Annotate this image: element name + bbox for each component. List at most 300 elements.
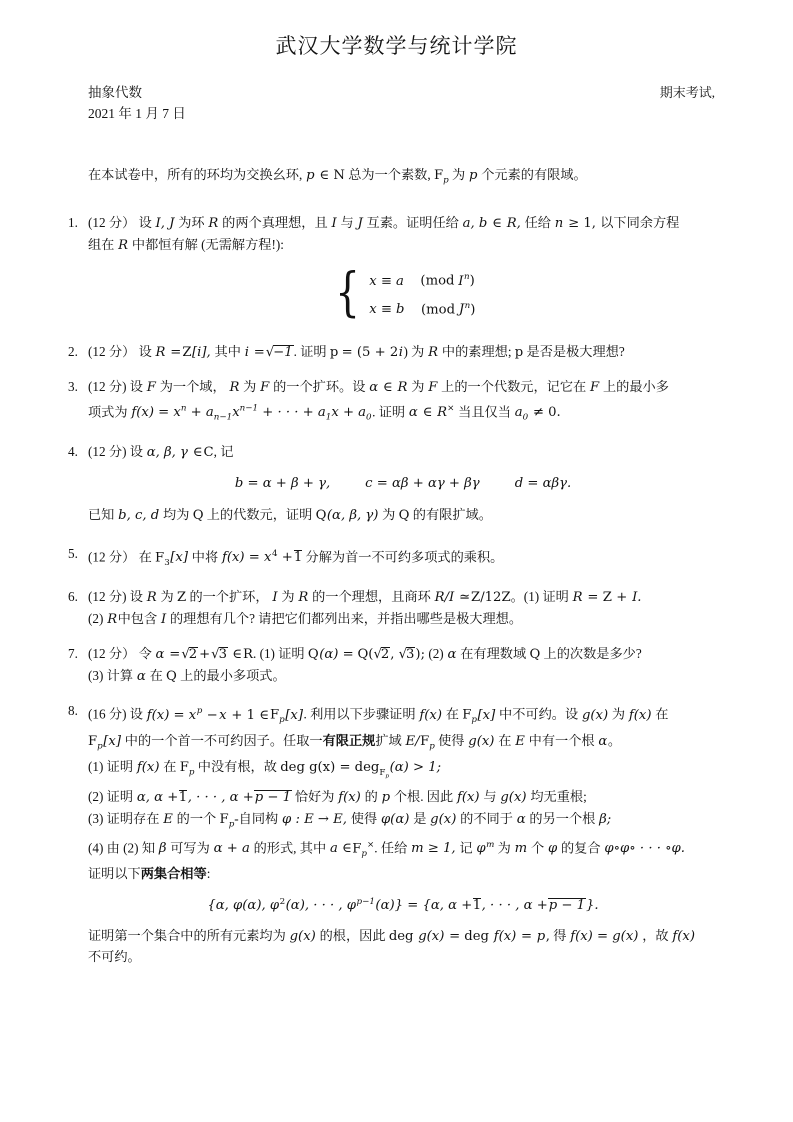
p8-s3-beta: β; [599, 811, 612, 827]
exam-body [68, 165, 718, 980]
p1-t2: 为环 [178, 215, 205, 231]
p1-eq2-exp: n [464, 300, 471, 311]
p8-t12: 中有一个根 [528, 733, 595, 749]
p3-t10: 当且仅当 [458, 404, 511, 420]
p8-emph-normal-ext: 有限正规 [322, 733, 376, 749]
p8-s4-phi: φ [547, 841, 558, 857]
left-brace-icon: { [334, 263, 360, 324]
p8-s1-deg: deg g(x) = deg [280, 760, 380, 776]
p2-p-ideal: p [329, 344, 339, 360]
p8-fx3: f(x) [628, 707, 652, 723]
p1-eq2-lhs: x ≡ b [369, 301, 405, 317]
p1-in: ∈ [492, 216, 502, 232]
problem-4-points: (12 分) [88, 444, 127, 460]
p8-s3-t1: (3) 证明存在 [88, 810, 160, 826]
p3-F3: F [428, 380, 438, 396]
p8-t8: 中的一个首一不可约因子。任取一 [124, 733, 323, 749]
p8-s2-pm1-bar: p − 1 [254, 790, 292, 806]
problem-number: 1. [68, 215, 78, 231]
preamble-paragraph [88, 165, 718, 191]
p1-eq2-ideal: J [458, 301, 465, 317]
p8-s4-t9: 证明以下 [88, 866, 141, 882]
p6-R2: R [298, 590, 309, 606]
p6-t6: 。(1) 证明 [510, 589, 569, 605]
p8-s4-alpha-a: α + a [213, 841, 250, 857]
sqrt-icon: √3 [211, 647, 227, 663]
p8-t11: 在 [498, 733, 512, 749]
p8-s4-Fp: F [352, 841, 362, 857]
problem-1 [68, 213, 718, 322]
p3-minpoly: $f(x) = x^n + a_{n-1}x^{n-1}$ + · · · + $a_1x + a_0$ [131, 403, 372, 423]
p6-R3: R [572, 590, 583, 606]
p8-s1-t4: (α) > 1; [389, 760, 442, 776]
p2-eq2: = [253, 344, 265, 360]
p8-alpha: α [598, 734, 608, 750]
p3-t2: 为一个域， [159, 379, 226, 395]
p8-s4-t8: 的复合 [560, 840, 601, 856]
p8-t10: 使得 [438, 733, 465, 749]
p8-s4-t10: : [206, 866, 211, 882]
p1-eq1-lhs: x ≡ a [369, 273, 404, 289]
p7-t7: 在 [149, 667, 163, 683]
problem-8-conclusion [88, 926, 718, 968]
p4-t7: 的有限扩域。 [412, 507, 492, 523]
p4-C: C [203, 445, 214, 461]
problem-6 [68, 587, 718, 630]
p8-t2: + 1 ∈ [231, 707, 269, 723]
p5-t3: 分解为首一不可约多项式的乘积。 [305, 549, 504, 565]
p1-ring: R [208, 216, 219, 232]
p8-c-t3: 得 [553, 927, 567, 943]
p3-alpha: α [369, 380, 379, 396]
p4-t5: 上的代数元，证明 [206, 507, 313, 523]
congruence-system [331, 265, 476, 322]
p7-Q2: Q [357, 647, 369, 663]
p8-c-t4: ，故 [642, 927, 669, 943]
p4-Qabg: (α, β, γ) [326, 508, 379, 524]
p3-in2: ∈ [422, 405, 433, 421]
p2-Zi: [i], [192, 344, 211, 360]
p4-t4: 均为 [163, 507, 190, 523]
p8-s3-phi: φ : E → E, [282, 811, 347, 827]
p8-s3-phialpha: φ(α) [380, 811, 410, 827]
p8-set-exp2: p−1 [356, 896, 375, 907]
p2-i2: i [398, 344, 403, 360]
p3-t3: 为 [243, 379, 257, 395]
p8-c-fx: f(x) [672, 928, 695, 944]
p2-t4: = (5 + 2 [341, 344, 399, 360]
congruence-row-1 [369, 265, 476, 293]
p6-Z4: Z [602, 590, 612, 606]
p8-set-lhs-b: (α), · · · , φ [285, 898, 357, 914]
p8-set-exp1: 2 [279, 896, 286, 907]
p7-t5: 上的次数是多少? [543, 646, 642, 662]
p6-iso: ≃ [458, 590, 471, 606]
p1-I: I [331, 216, 337, 232]
p8-ext: E/ [405, 734, 420, 750]
p8-set-rhs-b: , · · · , α + [481, 898, 548, 914]
p1-R3: R [118, 237, 129, 253]
problem-6-points: (12 分) [88, 589, 127, 605]
p8-s4-composition: φ∘φ∘ · · · ∘φ. [604, 841, 685, 857]
p2-radicand: −1 [273, 344, 293, 360]
problem-1-equation-system [88, 265, 718, 322]
p8-Fp2: F [462, 707, 472, 723]
p8-s4-t4: . 任给 [374, 840, 408, 856]
p7-Q3: Q [529, 647, 541, 663]
p8-Fp: F [270, 707, 280, 723]
problem-4-equations [88, 473, 718, 495]
p3-in: ∈ [382, 380, 393, 396]
p6-t4: 为 [281, 589, 295, 605]
p8-c-gx: g(x) [289, 928, 316, 944]
p8-s2-p: p [381, 790, 391, 806]
p8-minus: − [206, 707, 218, 723]
p8-s4-m: m ≥ 1, [411, 841, 456, 857]
p7-Qsqrts: (√2, √3); [368, 647, 426, 663]
symbol-Fp: F [433, 168, 444, 183]
p8-s3-t5: 是 [413, 810, 427, 826]
p1-eq1-ideal: I [458, 273, 464, 289]
p2-R2: R [428, 344, 439, 360]
p3-t1: 设 [129, 379, 143, 395]
p6-t7: (2) [88, 610, 104, 626]
p8-s1-t3: 中没有根，故 [197, 759, 277, 775]
p8-c-t2: 的根，因此 [319, 927, 386, 943]
p6-line2 [88, 609, 718, 631]
problem-number: 7. [68, 646, 78, 662]
p8-t9: 扩域 [375, 733, 402, 749]
p1-ideals: I, J [155, 216, 175, 232]
p5-F3: F [155, 550, 165, 566]
p1-t8: 组在 [88, 236, 115, 252]
p1-n: n [554, 216, 564, 232]
p3-t5: 为 [411, 379, 425, 395]
p8-line2: $F_p[x]$ 中的一个首一不可约因子。任取一有限正规扩域 $E/F_p$ 使得 g(x) 在 E 中有一个根 α。 [88, 733, 621, 752]
p8-s3-Fp: F [219, 811, 229, 827]
symbol-Fp-sub: p [443, 175, 449, 186]
p8-sub-4-line2 [88, 864, 718, 885]
p8-polyring: [x] [285, 707, 303, 723]
problem-6-text [88, 587, 718, 630]
problem-1-text [88, 213, 718, 256]
p3-fx: f(x) = x [131, 405, 181, 421]
problem-7-text [88, 644, 718, 687]
p8-c-deg: deg g(x) = deg f(x) = p, [388, 928, 550, 944]
p7-sqrt3: 3 [218, 647, 227, 663]
p7-alpha3: α [136, 668, 146, 684]
p7-t6: (3) 计算 [88, 667, 134, 683]
p8-t5: 中不可约。设 [499, 706, 579, 722]
p6-t5: 的一个理想，且商环 [312, 589, 431, 605]
p8-s2-fx: f(x) [338, 790, 361, 806]
sqrt-icon: √−1 [265, 344, 293, 360]
p6-R4: R [107, 611, 118, 627]
problem-5-text [88, 544, 718, 574]
problem-number: 5. [68, 545, 78, 561]
p8-s4-t1: (4) 由 (2) 知 [88, 840, 156, 856]
p8-s4-t3: 的形式, 其中 [253, 840, 327, 856]
p4-Q3: Q [398, 508, 410, 524]
p7-plus: + [199, 647, 211, 663]
p8-s4-t2: 可写为 [170, 840, 210, 856]
problem-7-points: (12 分） [88, 646, 136, 662]
p8-s3-E: E [163, 811, 173, 827]
problem-number: 4. [68, 444, 78, 460]
problem-number: 6. [68, 589, 78, 605]
p8-x: x [219, 707, 227, 723]
p8-s2-alpha: α, α + [136, 790, 179, 806]
p1-t6: 任给 [524, 215, 551, 231]
p8-t3: . 利用以下步骤证明 [303, 706, 416, 722]
p8-s3-alpha: α [516, 811, 526, 827]
p1-t1: 设 [138, 215, 152, 231]
p7-alpha: α [155, 647, 165, 663]
p8-s2-one-bar: 1 [178, 790, 188, 806]
p5-t1: 在 [138, 549, 152, 565]
p5-fx: f(x) = x [221, 550, 272, 566]
p8-s4-t6: 为 [497, 840, 511, 856]
p8-s2-t7: 均无重根; [530, 789, 587, 805]
problem-4 [68, 442, 718, 527]
p1-t9: 中都恒有解 (无需解方程!): [131, 236, 284, 252]
p6-t1: 设 [129, 589, 143, 605]
p8-c-t1: 证明第一个集合中的所有元素均为 [88, 927, 286, 943]
p4-eq-d: d = αβγ. [514, 475, 572, 491]
p8-c-fg: f(x) = g(x) [570, 928, 639, 944]
exam-meta-left [88, 82, 186, 124]
p7-line2 [88, 666, 718, 688]
p8-s3-t2: 的一个 [176, 810, 217, 826]
problem-3 [68, 377, 718, 428]
p3-t4: 的一个扩环。设 [273, 379, 366, 395]
p3-F2: F [260, 380, 270, 396]
p8-s2-t1: (2) 证明 [88, 789, 134, 805]
p1-eq1-mod: (mod [420, 273, 455, 289]
preamble-text-c: 总为一个素数, [348, 167, 431, 182]
p4-in: ∈ [192, 445, 203, 461]
p8-s2-t6: 与 [483, 789, 497, 805]
p8-s1-t1: (1) 证明 [88, 759, 134, 775]
p6-I2: I. [632, 590, 642, 606]
p3-alpha2: α [408, 405, 418, 421]
p8-gx2: g(x) [468, 734, 495, 750]
p8-s2-fx2: f(x) [456, 790, 480, 806]
p6-Z: Z [176, 590, 187, 606]
p3-t8: 项式为 [88, 404, 128, 420]
p8-sub-1: (1) 证明 f(x) 在 $F_p$ 中没有根，故 deg g(x) = deg$_{F_p}$(α) > 1; [88, 759, 442, 780]
p2-eq: = [170, 344, 182, 360]
p1-t5: 互素。证明任给 [366, 215, 459, 231]
p3-t9: . 证明 [372, 404, 406, 420]
p8-s4-phim: φ [476, 841, 486, 857]
p8-s2-t3: 恰好为 [294, 789, 335, 805]
p7-t2: . (1) 证明 [252, 646, 305, 662]
p8-s4-ain: a ∈ [329, 841, 352, 857]
symbol-naturals: N [333, 168, 345, 183]
problem-5 [68, 544, 718, 574]
exam-date: 2021 年 1 月 7 日 [88, 106, 186, 121]
problem-number: 8. [68, 703, 78, 719]
p6-Z3: Z [501, 590, 511, 606]
p8-s1-Fp: F [179, 760, 189, 776]
p6-Z12: /12 [480, 590, 502, 606]
p5-F3-sub: 3 [164, 557, 170, 568]
p8-Fp3: F [88, 734, 98, 750]
problem-4-line2 [88, 505, 718, 527]
p4-t2: , 记 [213, 444, 234, 460]
p2-Z: Z [182, 344, 192, 360]
p8-s4-t7: 个 [530, 840, 545, 856]
p2-t2: 其中 [214, 343, 241, 359]
p4-Q: Q [192, 508, 204, 524]
problem-8-set-equality [88, 892, 718, 917]
p6-I: I [272, 590, 278, 606]
p2-t1: 设 [138, 343, 152, 359]
p1-t3: 的两个真理想，且 [222, 215, 328, 231]
p6-t2: 为 [160, 589, 174, 605]
p8-set-rhs-c: }. [586, 898, 599, 914]
p4-eq-c: c = αβ + αγ + βγ [365, 475, 480, 491]
p3-t7: 上的最小多 [602, 379, 669, 395]
preamble-text-d: 为 [452, 167, 466, 182]
congruence-rows [369, 265, 476, 322]
p3-F: F [146, 380, 156, 396]
symbol-p: p [306, 168, 315, 183]
p3-F4: F [590, 380, 600, 396]
p2-t6: 中的素理想; [441, 343, 512, 359]
p2-R: R [155, 344, 166, 360]
p6-Z2: Z [471, 590, 481, 606]
p8-set-lhs: {α, φ(α), φ [207, 898, 280, 914]
p8-s2-t5: 个根. 因此 [393, 789, 454, 805]
p4-abg: α, β, γ [146, 445, 188, 461]
p8-sub-4: (4) 由 (2) 知 β 可写为 α + a 的形式, 其中 a $\in F_p^\times$. 任给 m ≥ 1, 记 $\varphi^m$ 为 m 个 φ 的复合 φ∘φ∘ · · · ∘φ. [88, 839, 685, 859]
p1-ge1: ≥ 1, [568, 216, 596, 232]
p3-a0: $a_0$ [514, 405, 529, 423]
p1-eq1-close: ) [469, 273, 475, 289]
problem-number: 2. [68, 343, 78, 359]
problem-2-text [88, 342, 718, 364]
p8-polyring3: [x] [103, 734, 121, 750]
p8-s4-t5: 记 [459, 840, 473, 856]
page-title: 武汉大学数学与统计学院 [275, 34, 518, 58]
p8-s1-t2: 在 [163, 759, 177, 775]
p8-s1-fx: f(x) [136, 760, 160, 776]
problem-7 [68, 644, 718, 687]
p8-s4-m2: m [514, 841, 528, 857]
p8-set-lhs-c: (α)} = {α, α + [375, 898, 473, 914]
sqrt-icon: √2 [181, 647, 198, 663]
p8-c-t5: 不可约。 [88, 949, 141, 965]
p8-gx: g(x) [581, 707, 609, 723]
problem-2 [68, 342, 718, 364]
preamble-text-a: 在本试卷中，所有的环均为交换幺环, [88, 167, 303, 182]
p6-R: R [146, 590, 157, 606]
p8-fx2: f(x) [419, 707, 442, 723]
course-name: 抽象代数 [88, 85, 142, 100]
p1-R2: R, [506, 216, 521, 232]
p1-J: J [357, 216, 363, 232]
problem-4-text [88, 442, 718, 464]
p8-Fp4: F [420, 734, 430, 750]
p5-plus: + [281, 550, 293, 566]
p5-polyring: [x] [170, 550, 188, 566]
p2-t3: . 证明 [293, 343, 327, 359]
p8-t6: 为 [611, 706, 626, 722]
p3-t11: ≠ 0. [532, 405, 561, 421]
p6-t9: 的理想有几个? 请把它们都列出来，并指出哪些是极大理想。 [170, 610, 523, 626]
p8-s2-gx: g(x) [500, 790, 527, 806]
p8-s2-t4: 的 [364, 789, 378, 805]
p8-t7: 在 [655, 706, 669, 722]
problem-3-points: (12 分) [88, 379, 127, 395]
congruence-row-2 [369, 294, 476, 322]
problem-8 [68, 701, 718, 967]
problem-3-text [88, 377, 718, 428]
p2-p-ideal2: p [514, 344, 524, 360]
p7-t3: (2) [428, 646, 444, 662]
p7-Q4: Q [166, 668, 177, 684]
p7-sqrt2: 2 [188, 647, 198, 663]
p8-set-pm1-bar: p − 1 [548, 898, 586, 914]
p2-i: i [244, 344, 249, 360]
p4-Q2: Q [315, 508, 327, 524]
p4-t6: 为 [382, 507, 396, 523]
p8-polyring2: [x] [477, 707, 496, 723]
p4-eq-b: b = α + β + γ, [234, 475, 331, 491]
p1-line2 [88, 235, 718, 257]
p5-t2: 中将 [191, 549, 219, 565]
p1-eq2-mod: (mod [421, 301, 456, 317]
p7-in: ∈ [232, 647, 243, 663]
p7-alpha2: α [447, 647, 457, 663]
p2-t7: 是否是极大理想? [526, 343, 625, 359]
p6-eq: = [587, 590, 599, 606]
problem-8-points: (16 分) [88, 706, 127, 722]
p8-fx: f(x) = x [146, 707, 197, 723]
p8-s3-t7: 的另一个根 [529, 810, 596, 826]
p6-quotient: R/I [434, 590, 455, 606]
p8-t13: 。 [607, 733, 621, 749]
p3-t6: 上的一个代数元，记它在 [441, 379, 587, 395]
p8-set-one-bar: 1 [472, 898, 482, 914]
problem-5-points: (12 分） [88, 549, 136, 565]
p8-s3-t6: 的不同于 [460, 810, 513, 826]
p8-sub-3: (3) 证明存在 E 的一个 $F_p-$自同构 φ : E → E, 使得 φ(α) 是 g(x) 的不同于 α 的另一个根 β; [88, 810, 612, 830]
p8-sub-2 [88, 787, 718, 809]
exam-type: 期末考试, [659, 85, 715, 100]
p8-s4-beta: β [158, 841, 167, 857]
p8-t1: 设 [129, 706, 143, 722]
p3-line2 [88, 399, 718, 429]
p8-E: E [515, 734, 525, 750]
p7-t8: 上的最小多项式。 [180, 667, 286, 683]
p4-bcd: b, c, d [118, 508, 160, 524]
p6-t3: 的一个扩环， [189, 589, 269, 605]
p1-eq2-close: ) [470, 301, 476, 317]
problem-1-points: (12 分） [88, 215, 136, 231]
p6-I3: I [160, 611, 167, 627]
p1-eq1-exp: n [463, 272, 470, 283]
p7-t4: 在有理数域 [460, 646, 527, 662]
p7-eq: = [169, 647, 181, 663]
p7-t1: 令 [138, 646, 152, 662]
p8-emph-sets-equal: 两集合相等 [140, 866, 207, 882]
problem-2-points: (12 分） [88, 343, 136, 359]
p6-t8: 中包含 [117, 610, 158, 626]
p8-s3-gx: g(x) [430, 811, 457, 827]
